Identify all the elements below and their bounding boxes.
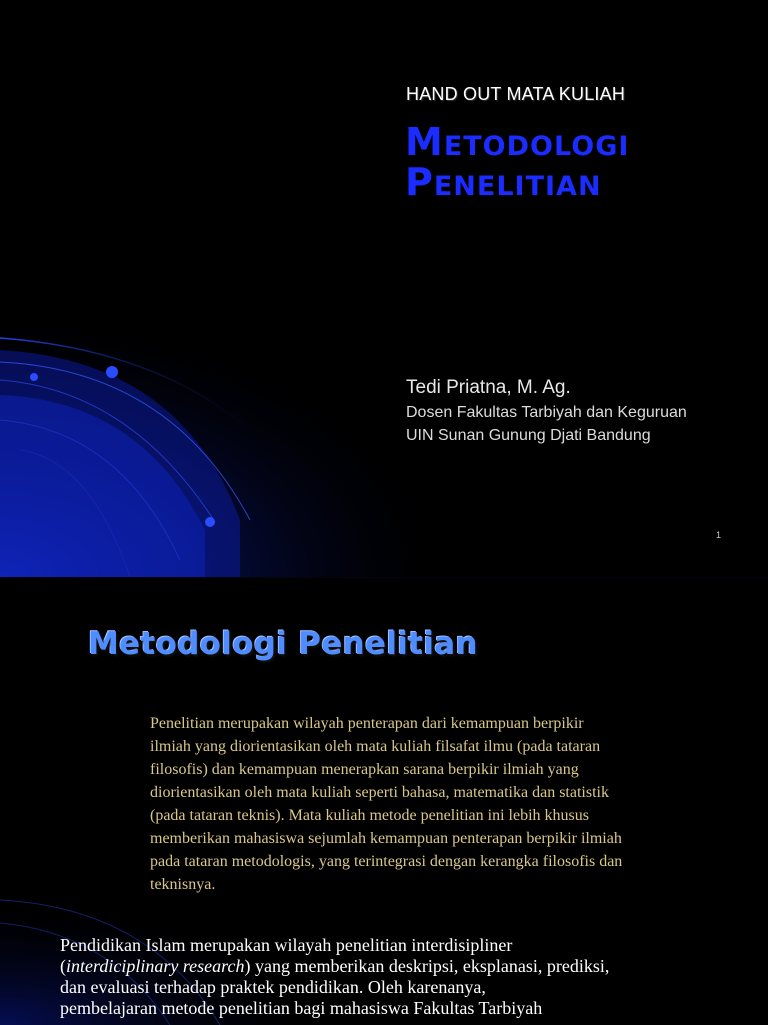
- arc-dot: [106, 366, 118, 378]
- arc-dot: [205, 517, 215, 527]
- paragraph-line: filosofis) dan kemampuan menerapkan sarana berpikir ilmiah yang: [150, 761, 579, 778]
- second-paragraph: [60, 935, 740, 1019]
- paragraph-line: ilmiah yang diorientasikan oleh mata kuliah filsafat ilmu (pada tataran: [150, 738, 601, 755]
- paragraph2-open-paren: (: [60, 956, 66, 976]
- author-name: Tedi Priatna, M. Ag.: [406, 377, 571, 398]
- page-number: 1: [716, 530, 722, 540]
- content-slide: [0, 577, 768, 1025]
- paragraph-line: teknisnya.: [150, 876, 216, 893]
- paragraph2-line-3: dan evaluasi terhadap praktek pendidikan. Oleh karenanya,: [60, 977, 486, 997]
- slide-title: [405, 122, 629, 202]
- paragraph-line: Penelitian merupakan wilayah penterapan dari kemampuan berpikir: [150, 715, 584, 732]
- paragraph2-line-4: pembelajaran metode penelitian bagi mahasiswa Fakultas Tarbiyah: [60, 998, 543, 1018]
- paragraph2-italic-term: interdiciplinary research: [66, 956, 245, 976]
- paragraph-line: (pada tataran teknis). Mata kuliah metode penelitian ini lebih khusus: [150, 807, 589, 824]
- intro-paragraph: [150, 712, 740, 896]
- paragraph-line: memberikan mahasiswa sejumlah kemampuan penterapan berpikir ilmiah: [150, 830, 622, 847]
- affiliation-line-2: UIN Sunan Gunung Djati Bandung: [406, 427, 651, 444]
- affiliation-line-1: Dosen Fakultas Tarbiyah dan Keguruan: [406, 404, 687, 421]
- paragraph-line: pada tataran metodologis, yang terintegrasi dengan kerangka filosofis dan: [150, 853, 623, 870]
- title-line-1: Metodologi: [405, 120, 630, 164]
- course-kicker: HAND OUT MATA KULIAH: [406, 84, 626, 104]
- content-title: Metodologi Penelitian: [88, 626, 478, 662]
- paragraph2-line-1: Pendidikan Islam merupakan wilayah penelitian interdisipliner: [60, 935, 513, 955]
- paragraph2-line-2: ) yang memberikan deskripsi, eksplanasi, prediksi,: [244, 956, 610, 976]
- title-line-2: Penelitian: [405, 160, 602, 204]
- paragraph-line: diorientasikan oleh mata kuliah seperti bahasa, matematika dan statistik: [150, 784, 609, 801]
- arc-dot: [30, 373, 38, 381]
